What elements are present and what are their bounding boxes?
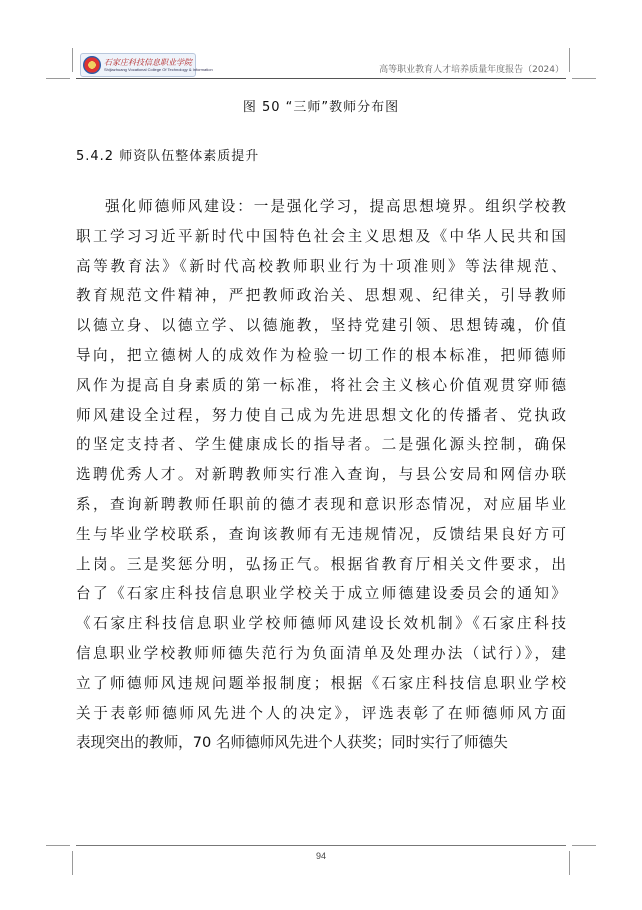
page-number: 94 — [315, 851, 326, 861]
body-paragraph — [76, 192, 566, 758]
section-heading: 5.4.2 师资队伍整体素质提升 — [76, 149, 260, 164]
body-line: 选聘优秀人才。对新聘教师实行准入查询，与县公安局和网信办联 — [76, 466, 566, 484]
body-line: 表现突出的教师，70 名师德师风先进个人获奖；同时实行了师德失 — [76, 734, 508, 752]
crop-mark-top-left-v — [72, 48, 73, 72]
figure-caption: 图 50 “三师”教师分布图 — [242, 100, 400, 115]
crop-mark-top-left-h — [46, 78, 70, 79]
body-line: 以德立身、以德立学、以德施教，坚持党建引领、思想铸魂，价值 — [76, 317, 566, 335]
body-line: 上岗。三是奖惩分明，弘扬正气。根据省教育厅相关文件要求，出 — [76, 555, 566, 573]
body-line: 立了师德师风违规问题举报制度；根据《石家庄科技信息职业学校 — [76, 674, 566, 692]
header-divider — [76, 78, 566, 79]
body-line: 高等教育法》《新时代高校教师职业行为十项准则》等法律规范、 — [76, 257, 566, 275]
body-line: 的坚定支持者、学生健康成长的指导者。二是强化源头控制，确保 — [76, 436, 566, 454]
college-logo — [80, 53, 213, 77]
body-line: 信息职业学校教师师德失范行为负面清单及处理办法（试行）》，建 — [76, 644, 566, 662]
header-title: 高等职业教育人才培养质量年度报告（2024） — [379, 65, 564, 75]
body-line: 职工学习习近平新时代中国特色社会主义思想及《中华人民共和国 — [76, 227, 566, 245]
body-line: 系，查询新聘教师任职前的德才表现和意识形态情况，对应届毕业 — [76, 495, 566, 513]
body-line: 导向，把立德树人的成效作为检验一切工作的根本标准，把师德师 — [76, 346, 566, 364]
body-line: 关于表彰师德师风先进个人的决定》，评选表彰了在师德师风方面 — [76, 704, 566, 722]
body-line: 教育规范文件精神，严把教师政治关、思想观、纪律关，引导教师 — [76, 287, 566, 305]
college-seal-icon — [83, 56, 101, 74]
body-line: 生与毕业学校联系，查询该教师有无违规情况，反馈结果良好方可 — [76, 525, 566, 543]
body-line: 强化师德师风建设：一是强化学习，提高思想境界。组织学校教 — [105, 198, 566, 215]
crop-mark-bottom-right-h — [572, 845, 596, 846]
logo-text-cn: 石家庄科技信息职业学院 — [104, 57, 192, 67]
crop-mark-top-right-h — [572, 78, 596, 79]
footer-divider — [76, 845, 566, 846]
body-line: 《石家庄科技信息职业学校师德师风建设长效机制》《石家庄科技 — [76, 615, 566, 633]
logo-text-en: Shijiazhuang Vocational College Of Technology & Information — [104, 66, 213, 72]
body-line: 台了《石家庄科技信息职业学校关于成立师德建设委员会的通知》 — [76, 585, 566, 603]
body-line: 师风建设全过程，努力使自己成为先进思想文化的传播者、党执政 — [76, 406, 566, 424]
logo-text — [104, 59, 213, 72]
body-line: 风作为提高自身素质的第一标准，将社会主义核心价值观贯穿师德 — [76, 376, 566, 394]
crop-mark-bottom-left-h — [46, 845, 70, 846]
crop-mark-top-right-v — [569, 48, 570, 72]
